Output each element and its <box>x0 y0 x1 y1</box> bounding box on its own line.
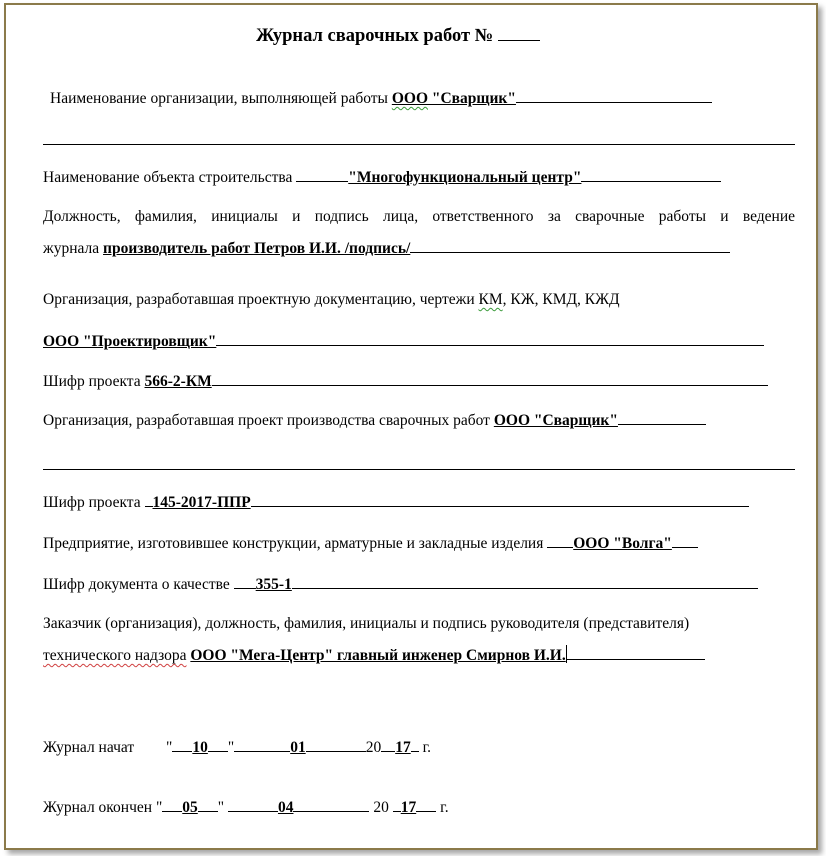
design-org-label: Организация, разработавшая проектную документацию, чертежи КМ, КЖ, КМД, КЖД <box>43 291 620 308</box>
ended-year-prefix: 20 <box>373 799 389 816</box>
ppr-org-value[interactable]: ООО "Сварщик" <box>493 412 618 429</box>
object-post-blank <box>581 166 721 182</box>
ended-year[interactable]: 17 <box>400 799 417 816</box>
started-year[interactable]: 17 <box>395 739 411 756</box>
ppr-code-label: Шифр проекта <box>43 494 141 511</box>
started-row: Журнал начат " 10 " 01 20 17 г. <box>43 736 431 758</box>
ended-day[interactable]: 05 <box>182 799 198 816</box>
ppr-code-pre-blank <box>145 491 153 507</box>
manufacturer-post-blank <box>672 532 698 548</box>
ppr-code-value[interactable]: 145-2017-ППР <box>152 494 251 511</box>
journal-title-page <box>4 3 818 850</box>
title-text: Журнал сварочных работ № <box>256 26 494 46</box>
responsible-row <box>43 237 730 259</box>
org-label: Наименование организации, выполняющей работы <box>50 90 388 107</box>
quality-doc-label: Шифр документа о качестве <box>43 576 230 593</box>
page-title <box>256 25 540 46</box>
org-value[interactable]: ООО "Сварщик" <box>391 90 516 107</box>
ppr-org-row <box>43 409 706 431</box>
ppr-code-row <box>43 491 749 513</box>
responsible-value[interactable]: производитель работ Петров И.И. /подпись/ <box>103 240 411 257</box>
project-code-row <box>43 370 768 392</box>
object-row <box>43 166 721 188</box>
project-code-blank <box>212 370 768 386</box>
ended-suffix: г. <box>440 799 449 816</box>
responsible-blank <box>410 237 730 253</box>
object-label: Наименование объекта строительства <box>43 169 293 186</box>
manufacturer-label: Предприятие, изготовившее конструкции, арматурные и закладные изделия <box>43 535 544 552</box>
started-suffix: г. <box>422 739 432 756</box>
ppr-org-blank <box>618 409 706 425</box>
started-day[interactable]: 10 <box>192 739 208 756</box>
started-year-prefix: 20 <box>365 739 382 756</box>
ended-row: Журнал окончен " 05 " 04 20 17 г. <box>43 796 449 818</box>
customer-row <box>43 644 705 666</box>
customer-label-line1: Заказчик (организация), должность, фамилия, инициалы и подпись руководителя (представителя) <box>43 615 690 632</box>
quality-doc-blank <box>292 573 758 589</box>
ppr-code-blank <box>251 491 749 507</box>
quality-doc-row <box>43 573 758 595</box>
org-blank <box>516 87 712 103</box>
ppr-org-continuation-line <box>43 469 795 470</box>
design-org-value[interactable]: ООО "Проектировщик" <box>43 333 217 350</box>
project-code-value[interactable]: 566-2-КМ <box>144 373 212 390</box>
started-month[interactable]: 01 <box>290 739 306 756</box>
project-code-label: Шифр проекта <box>43 373 141 390</box>
org-row <box>50 87 712 109</box>
journal-number-field[interactable] <box>498 25 540 41</box>
manufacturer-row <box>43 532 698 554</box>
object-pre-blank <box>296 166 348 182</box>
customer-value[interactable]: ООО "Мега-Центр" главный инженер Смирнов И.И. <box>190 647 566 664</box>
ended-month[interactable]: 04 <box>277 799 294 816</box>
responsible-label-line1: Должность, фамилия, инициалы и подпись лица, ответственного за сварочные работы и ведение <box>43 208 795 225</box>
manufacturer-pre-blank <box>547 532 573 548</box>
customer-label-line2: технического надзора <box>43 647 187 664</box>
ppr-org-label: Организация, разработавшая проект производства сварочных работ <box>43 412 490 429</box>
design-org-blank <box>216 330 764 346</box>
design-org-row <box>43 330 764 352</box>
object-value[interactable]: "Многофункциональный центр" <box>348 169 582 186</box>
quality-doc-pre-blank <box>234 573 256 589</box>
org-continuation-line <box>43 144 795 145</box>
ended-label: Журнал окончен <box>43 799 153 816</box>
responsible-label-line2: журнала <box>43 240 100 257</box>
quality-doc-value[interactable]: 355-1 <box>255 576 292 593</box>
customer-blank <box>567 644 705 660</box>
started-label: Журнал начат <box>43 739 135 756</box>
manufacturer-value[interactable]: ООО "Волга" <box>573 535 672 552</box>
